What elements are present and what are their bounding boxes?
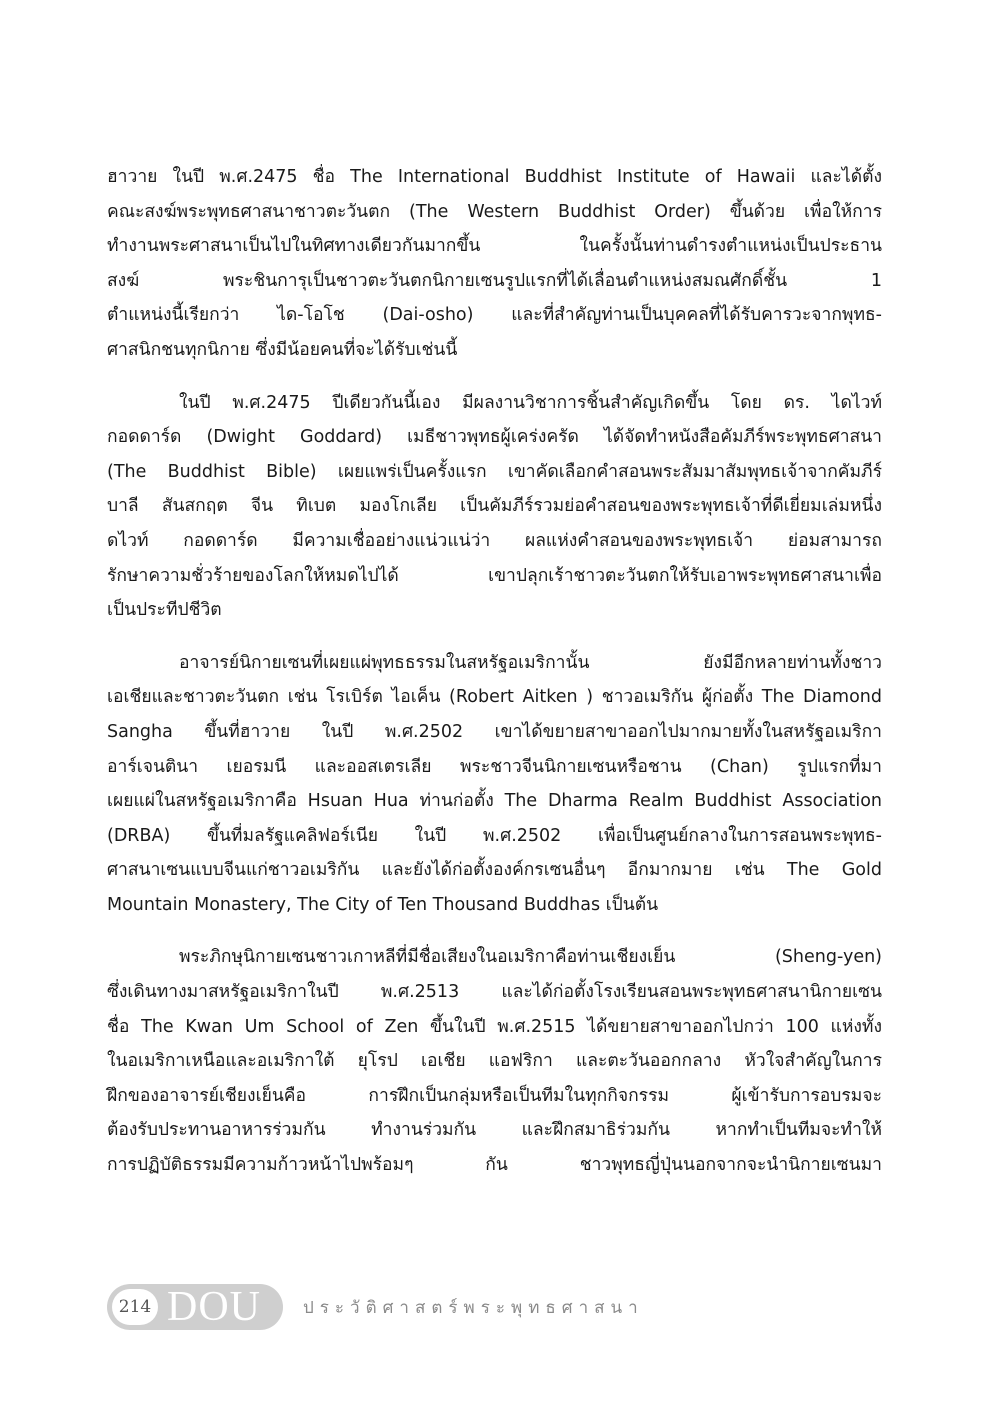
- text-line: บาลี สันสกฤต จีน ทิเบต มองโกเลีย เป็นคัมภีร์รวมย่อคำสอนของพระพุทธเจ้าที่ดีเยี่ยมเล่มหนึ่ง: [107, 496, 882, 517]
- text-line: Mountain Monastery, The City of Ten Thousand Buddhas เป็นต้น: [107, 894, 659, 915]
- text-line: อาจารย์นิกายเซนที่เผยแผ่พุทธธรรมในสหรัฐอเมริกานั้น ยังมีอีกหลายท่านทั้งชาว: [179, 652, 882, 673]
- text-line: ศาสนาเซนแบบจีนแก่ชาวอเมริกัน และยังได้ก่อตั้งองค์กรเซนอื่นๆ อีกมากมาย เช่น The Gold: [107, 860, 882, 881]
- paragraph-4: [107, 940, 882, 1182]
- paragraph-1: [107, 160, 882, 368]
- text-line: ชื่อ The Kwan Um School of Zen ขึ้นในปี พ.ศ.2515 ได้ขยายสาขาออกไปกว่า 100 แห่งทั้ง: [107, 1016, 882, 1037]
- book-title: ประวัติศาสตร์พระพุทธศาสนา: [303, 1297, 644, 1318]
- page-body: [107, 160, 882, 1183]
- page-footer: [107, 1283, 644, 1331]
- text-line: ในอเมริกาเหนือและอเมริกาใต้ ยุโรป เอเชีย แอฟริกา และตะวันออกกลาง หัวใจสำคัญในการ: [107, 1051, 882, 1072]
- text-line: พระภิกษุนิกายเซนชาวเกาหลีที่มีชื่อเสียงในอเมริกาคือท่านเชียงเย็น (Sheng-yen): [179, 947, 882, 968]
- text-line: การปฏิบัติธรรมมีความก้าวหน้าไปพร้อมๆ กัน ชาวพุทธญี่ปุ่นนอกจากจะนำนิกายเซนมา: [107, 1155, 882, 1176]
- text-line: Sangha ขึ้นที่ฮาวาย ในปี พ.ศ.2502 เขาได้ขยายสาขาออกไปมากมายทั้งในสหรัฐอเมริกา: [107, 721, 882, 742]
- text-line: อาร์เจนตินา เยอรมนี และออสเตรเลีย พระชาวจีนนิกายเซนหรือชาน (Chan) รูปแรกที่มา: [107, 756, 882, 777]
- text-line: ซึ่งเดินทางมาสหรัฐอเมริกาในปี พ.ศ.2513 และได้ก่อตั้งโรงเรียนสอนพระพุทธศาสนานิกายเซน: [107, 982, 882, 1003]
- text-line: ดไวท์ กอดดาร์ด มีความเชื่ออย่างแน่วแน่ว่า ผลแห่งคำสอนของพระพุทธเจ้า ย่อมสามารถ: [107, 530, 882, 551]
- dou-badge: [107, 1284, 283, 1330]
- text-line: รักษาความชั่วร้ายของโลกให้หมดไปได้ เขาปลุกเร้าชาวตะวันตกให้รับเอาพระพุทธศาสนาเพื่อ: [107, 565, 882, 586]
- text-line: ในปี พ.ศ.2475 ปีเดียวกันนี้เอง มีผลงานวิชาการชิ้นสำคัญเกิดขึ้น โดย ดร. ไดไวท์: [179, 392, 882, 413]
- text-line: (DRBA) ขึ้นที่มลรัฐแคลิฟอร์เนีย ในปี พ.ศ.2502 เพื่อเป็นศูนย์กลางในการสอนพระพุทธ-: [107, 825, 882, 846]
- text-line: เอเชียและชาวตะวันตก เช่น โรเบิร์ต ไอเค็น (Robert Aitken ) ชาวอเมริกัน ผู้ก่อตั้ง The Diamond: [107, 687, 882, 708]
- dou-logo-text: DOU: [167, 1284, 261, 1330]
- text-line: ทำงานพระศาสนาเป็นไปในทิศทางเดียวกันมากขึ้น ในครั้งนั้นท่านดำรงตำแหน่งเป็นประธาน: [107, 236, 882, 257]
- page-number: 214: [112, 1289, 158, 1325]
- text-line: ตำแหน่งนี้เรียกว่า ได-โอโช (Dai-osho) และที่สำคัญท่านเป็นบุคคลที่ได้รับคารวะจากพุทธ-: [107, 305, 882, 326]
- text-line: ฝึกของอาจารย์เชียงเย็นคือ การฝึกเป็นกลุ่มหรือเป็นทีมในทุกกิจกรรม ผู้เข้ารับการอบรมจะ: [107, 1085, 882, 1106]
- paragraph-2: [107, 386, 882, 628]
- text-line: เป็นประทีปชีวิต: [107, 600, 222, 621]
- text-line: กอดดาร์ด (Dwight Goddard) เมธีชาวพุทธผู้เคร่งครัด ได้จัดทำหนังสือคัมภีร์พระพุทธศาสนา: [107, 427, 882, 448]
- text-line: ต้องรับประทานอาหารร่วมกัน ทำงานร่วมกัน และฝึกสมาธิร่วมกัน หากทำเป็นทีมจะทำให้: [107, 1120, 882, 1141]
- paragraph-3: [107, 646, 882, 923]
- text-line: สงฆ์ พระชินการุเป็นชาวตะวันตกนิกายเซนรูปแรกที่ได้เลื่อนตำแหน่งสมณศักดิ์ชั้น 1: [107, 270, 882, 291]
- text-line: เผยแผ่ในสหรัฐอเมริกาคือ Hsuan Hua ท่านก่อตั้ง The Dharma Realm Buddhist Association: [107, 791, 882, 812]
- text-line: ศาสนิกชนทุกนิกาย ซึ่งมีน้อยคนที่จะได้รับเช่นนี้: [107, 339, 458, 360]
- text-line: ฮาวาย ในปี พ.ศ.2475 ชื่อ The International Buddhist Institute of Hawaii และได้ตั้ง: [107, 167, 882, 187]
- text-line: คณะสงฆ์พระพุทธศาสนาชาวตะวันตก (The Western Buddhist Order) ขึ้นด้วย เพื่อให้การ: [107, 201, 882, 222]
- text-line: (The Buddhist Bible) เผยแพร่เป็นครั้งแรก เขาคัดเลือกคำสอนพระสัมมาสัมพุทธเจ้าจากคัมภีร์: [107, 461, 882, 482]
